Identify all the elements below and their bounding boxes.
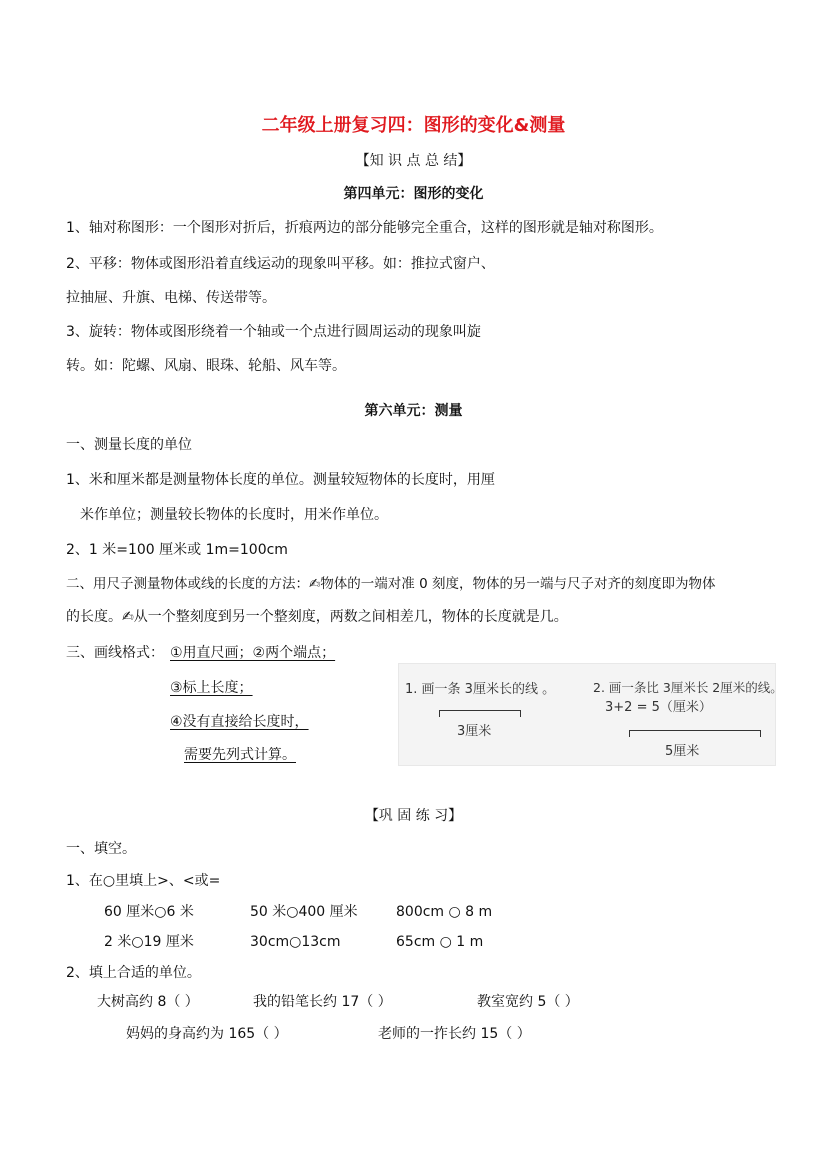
unit-fill-item: 教室宽约 5（ ） [477,994,579,1010]
unit6-item-2: 2、1 米=100 厘米或 1m=100cm [66,542,288,558]
question-1: 1、在○里填上>、<或= [66,873,221,889]
unit4-heading: 第四单元：图形的变化 [343,186,484,202]
compare-item: 65cm ○ 1 m [396,934,484,950]
example-1-line [439,710,521,717]
drawing-rule-4: 需要先列式计算。 [184,747,296,763]
unit4-item-3-cont: 转。如：陀螺、风扇、眼珠、轮船、风车等。 [66,358,346,374]
unit-fill-item: 妈妈的身高约为 165（ ） [126,1026,288,1042]
unit4-item-1: 1、轴对称图形：一个图形对折后，折痕两边的部分能够完全重合，这样的图形就是轴对称图形。 [66,220,663,236]
example-2-label: 5厘米 [665,744,700,759]
drawing-rule-2: ③标上长度； [170,680,253,696]
unit-fill-item: 老师的一拃长约 15（ ） [378,1026,531,1042]
unit6-item-1: 1、米和厘米都是测量物体长度的单位。测量较短物体的长度时，用厘 [66,472,495,488]
question-2: 2、填上合适的单位。 [66,965,201,981]
example-1-text: 1. 画一条 3厘米长的线 。 [405,682,556,697]
compare-item: 800cm ○ 8 m [396,904,493,920]
unit6-heading: 第六单元：测量 [364,403,463,419]
unit4-item-3: 3、旋转：物体或图形绕着一个轴或一个点进行圆周运动的现象叫旋 [66,324,481,340]
unit4-item-2: 2、平移：物体或图形沿着直线运动的现象叫平移。如：推拉式窗户、 [66,256,495,272]
unit6-section-1: 一、测量长度的单位 [66,437,192,453]
unit4-item-2-cont: 拉抽屉、升旗、电梯、传送带等。 [66,290,276,306]
example-2-text: 2. 画一条比 3厘米长 2厘米的线。 [593,680,783,695]
example-1-label: 3厘米 [457,724,492,739]
summary-heading: 【知 识 点 总 结】 [355,153,472,169]
compare-item: 30cm○13cm [250,934,341,950]
compare-item: 50 米○400 厘米 [250,904,358,920]
unit6-section-2: 二、用尺子测量物体或线的长度的方法：✍物体的一端对准 0 刻度，物体的另一端与尺子对齐的刻度即为物体 [66,576,716,592]
practice-heading: 【巩 固 练 习】 [364,808,463,824]
practice-section-1: 一、填空。 [66,841,136,857]
unit-fill-item: 我的铅笔长约 17（ ） [253,994,392,1010]
drawing-rule-3: ④没有直接给长度时， [170,714,309,730]
compare-item: 2 米○19 厘米 [104,934,194,950]
unit6-section-3-label: 三、画线格式： [66,645,164,661]
example-image [398,663,783,766]
unit6-section-2-cont: 的长度。✍从一个整刻度到另一个整刻度，两数之间相差几，物体的长度就是几。 [66,609,568,625]
unit6-item-1-cont: 米作单位；测量较长物体的长度时，用米作单位。 [80,507,388,523]
drawing-rule-1: ①用直尺画；②两个端点； [170,645,336,661]
example-2-line [629,730,761,737]
example-2-calc: 3+2 = 5（厘米） [605,700,712,715]
page-title: 二年级上册复习四：图形的变化&测量 [261,115,566,136]
compare-item: 60 厘米○6 米 [104,904,194,920]
unit-fill-item: 大树高约 8（ ） [97,994,199,1010]
